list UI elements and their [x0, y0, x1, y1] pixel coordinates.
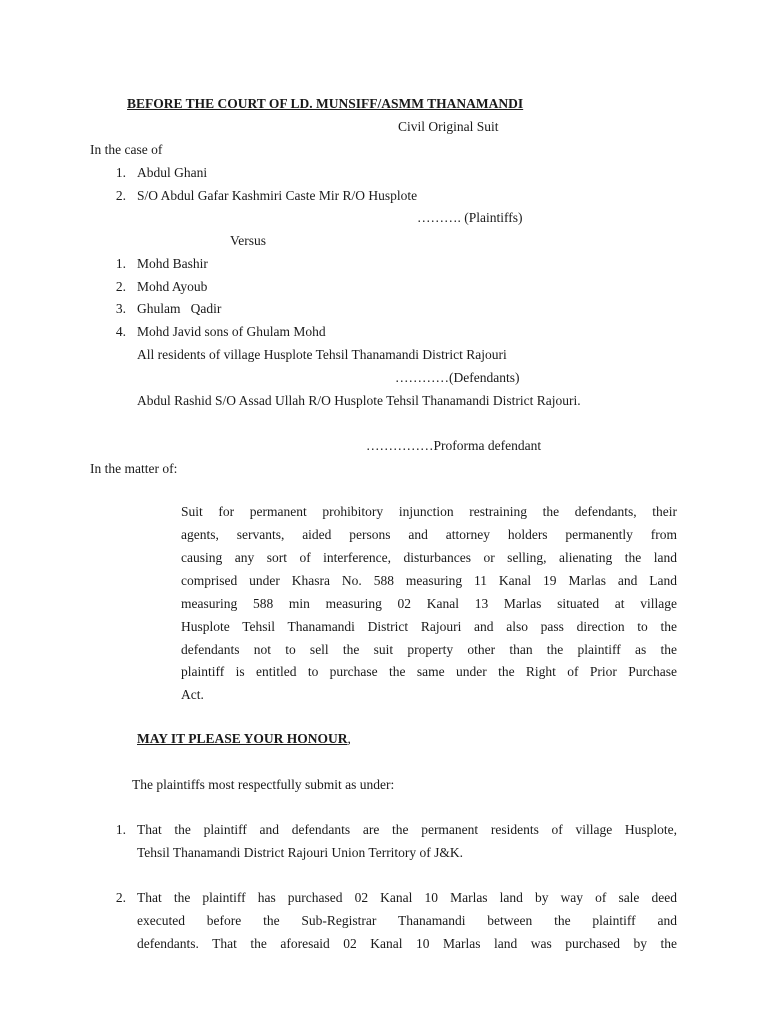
paragraph-line: comprised under Khasra No. 588 measuring 11 Kanal 19 Marlas and Land	[181, 573, 677, 588]
paragraph-line: defendants. That the aforesaid 02 Kanal 10 Marlas land was purchased by the	[137, 936, 677, 951]
proforma-defendant-name: Abdul Rashid S/O Assad Ullah R/O Husplote Tehsil Thanamandi District Rajouri.	[137, 393, 581, 408]
paragraph-line: causing any sort of interference, disturbances or selling, alienating the land	[181, 550, 677, 565]
paragraph-line: plaintiff is entitled to purchase the same under the Right of Prior Purchase	[181, 664, 677, 679]
list-number: 2.	[115, 188, 126, 203]
proforma-label: ……………Proforma defendant	[366, 438, 542, 453]
paragraph-line: That the plaintiff and defendants are the permanent residents of village Husplote,	[137, 822, 677, 837]
list-number: 1.	[115, 165, 126, 180]
paragraph-line: Act.	[181, 687, 204, 702]
paragraph-line: Tehsil Thanamandi District Rajouri Union Territory of J&K.	[137, 845, 464, 860]
paragraph-line: defendants not to sell the suit property other than the plaintiff as the	[181, 642, 677, 657]
salutation-text: MAY IT PLEASE YOUR HONOUR	[137, 731, 348, 746]
plaintiff-item: S/O Abdul Gafar Kashmiri Caste Mir R/O Husplote	[137, 188, 418, 203]
paragraph-line: executed before the Sub-Registrar Thanamandi between the plaintiff and	[137, 913, 677, 928]
matter-intro: In the matter of:	[90, 461, 178, 476]
plaintiffs-label: ………. (Plaintiffs)	[417, 210, 523, 225]
defendants-residence: All residents of village Husplote Tehsil Thanamandi District Rajouri	[137, 347, 507, 362]
defendant-item: Mohd Bashir	[137, 256, 208, 271]
salutation-punct: ,	[347, 731, 351, 746]
paragraph-line: agents, servants, aided persons and attorney holders permanently from	[181, 527, 677, 542]
versus-label: Versus	[230, 233, 266, 248]
list-number: 1.	[115, 822, 126, 837]
defendant-item: Mohd Ayoub	[137, 279, 208, 294]
list-number: 4.	[115, 324, 126, 339]
defendants-label: …………(Defendants)	[395, 370, 520, 385]
list-number: 2.	[115, 890, 126, 905]
suit-type: Civil Original Suit	[398, 119, 499, 134]
submission-line: The plaintiffs most respectfully submit as under:	[132, 777, 395, 792]
list-number: 2.	[115, 279, 126, 294]
plaintiff-item: Abdul Ghani	[137, 165, 208, 180]
paragraph-line: Husplote Tehsil Thanamandi District Rajouri and also pass direction to the	[181, 619, 677, 634]
court-title: BEFORE THE COURT OF LD. MUNSIFF/ASMM THANAMANDI	[127, 96, 524, 111]
paragraph-line: Suit for permanent prohibitory injunction restraining the defendants, their	[181, 504, 677, 519]
paragraph-line: measuring 588 min measuring 02 Kanal 13 Marlas situated at village	[181, 596, 677, 611]
paragraph-line: That the plaintiff has purchased 02 Kanal 10 Marlas land by way of sale deed	[137, 890, 677, 905]
list-number: 3.	[115, 301, 126, 316]
case-intro: In the case of	[90, 142, 163, 157]
list-number: 1.	[115, 256, 126, 271]
defendant-item: Ghulam Qadir	[137, 301, 222, 316]
defendant-item: Mohd Javid sons of Ghulam Mohd	[137, 324, 326, 339]
salutation	[137, 731, 351, 747]
